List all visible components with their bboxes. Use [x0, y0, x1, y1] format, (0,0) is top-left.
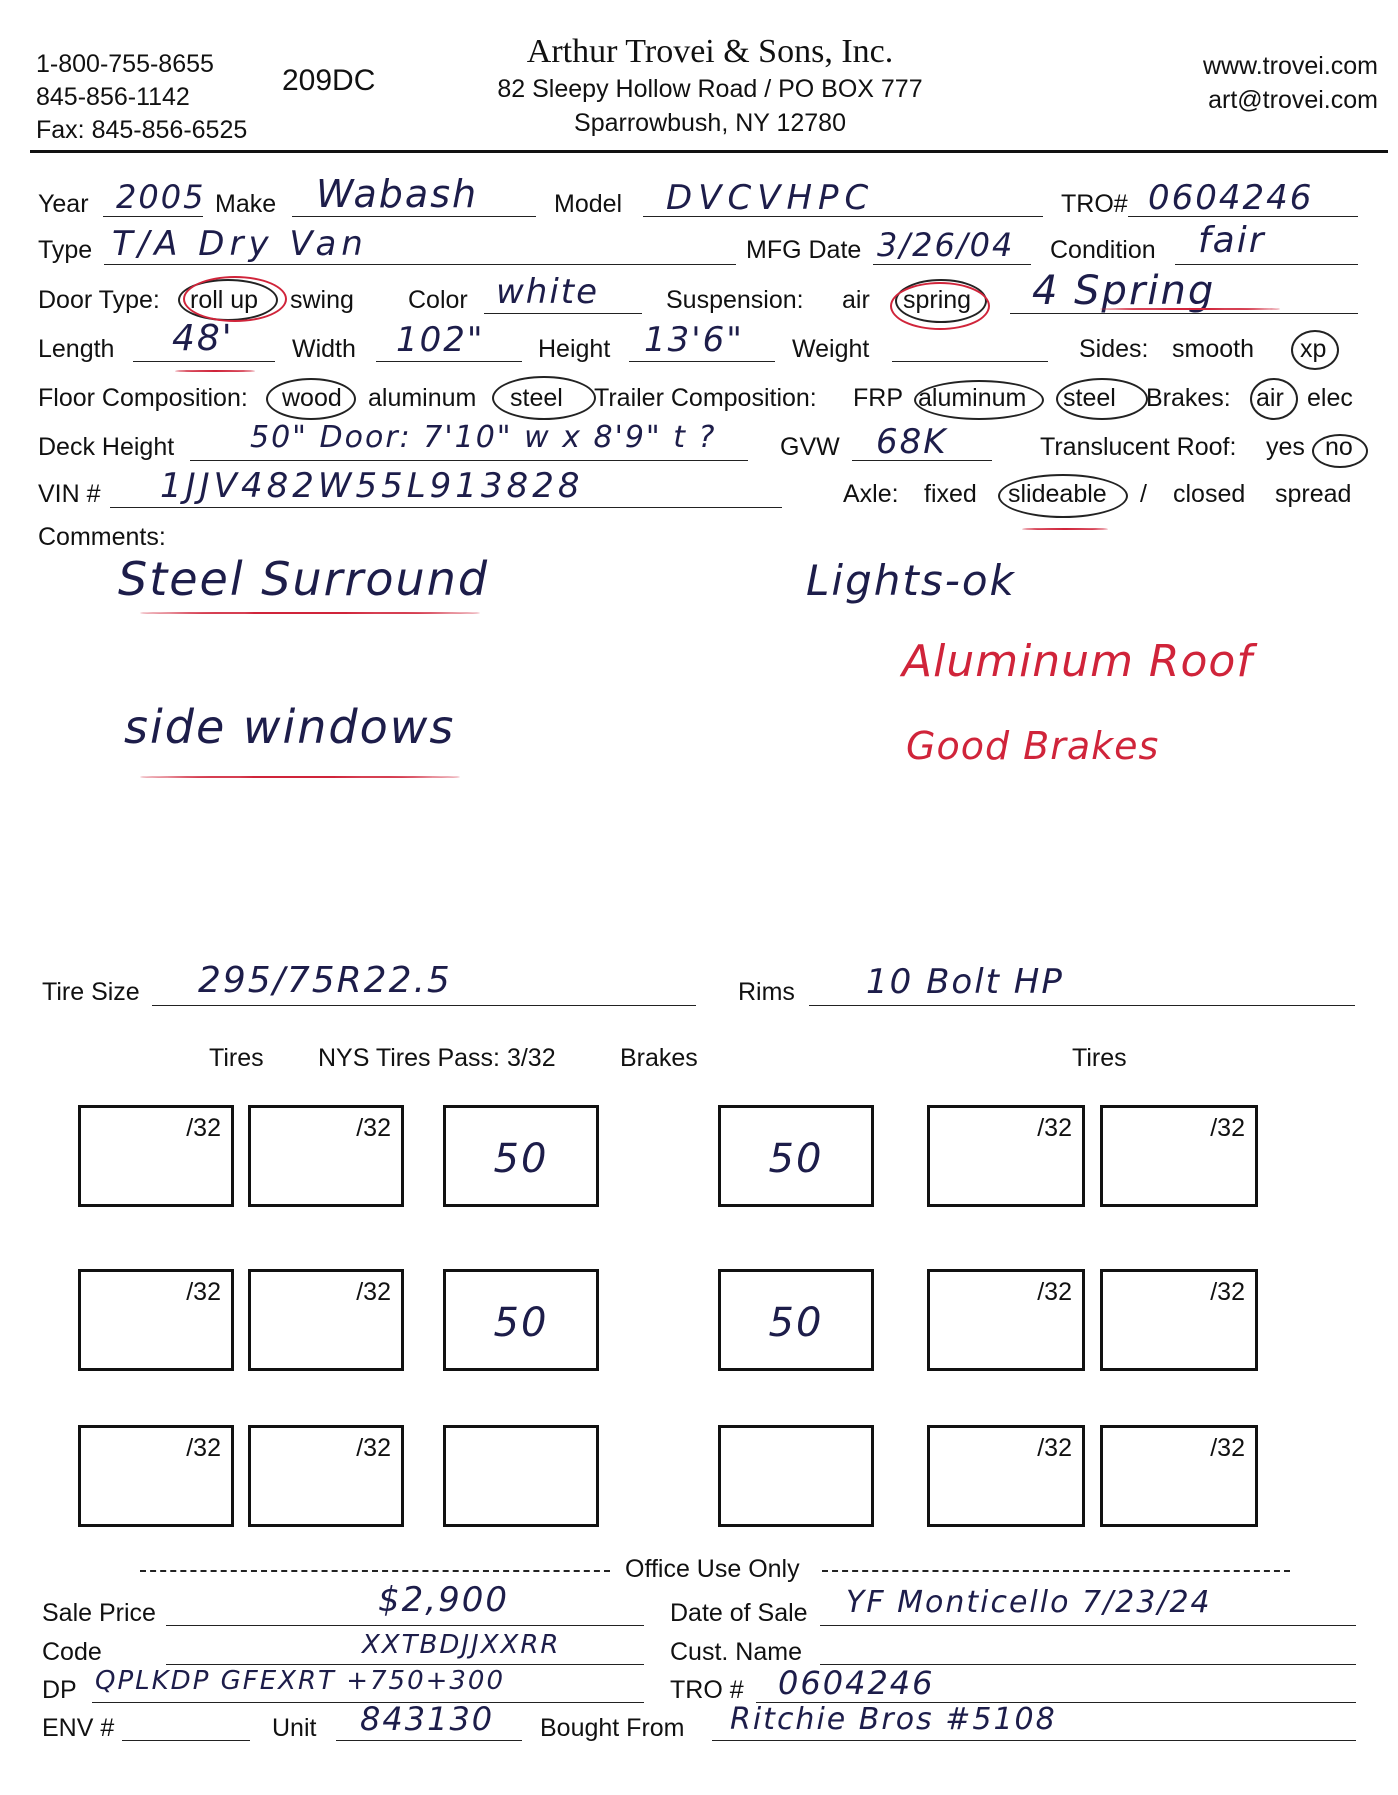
tire-fraction: /32	[186, 1278, 221, 1306]
circle-no	[1312, 434, 1368, 468]
label-suspension: Suspension:	[666, 286, 804, 314]
tire-fraction: /32	[356, 1278, 391, 1306]
circle-trailer-steel	[1056, 378, 1148, 420]
label-width: Width	[292, 335, 356, 363]
header-brakes: Brakes	[620, 1044, 698, 1072]
circle-trailer-aluminum	[914, 380, 1044, 420]
comment-good-brakes[interactable]: Good Brakes	[906, 724, 1160, 768]
circle-brakes-air	[1250, 378, 1298, 420]
label-tro: TRO#	[1061, 190, 1128, 218]
label-model: Model	[554, 190, 623, 218]
sale-price-line	[166, 1625, 644, 1626]
option-slideable[interactable]: slideable	[1008, 480, 1107, 508]
label-vin: VIN #	[38, 480, 101, 508]
brake-value: 50	[768, 1136, 824, 1182]
option-trailer-steel[interactable]: steel	[1063, 384, 1116, 412]
vin-line	[110, 507, 782, 508]
tire-fraction: /32	[186, 1434, 221, 1462]
brake-box[interactable]	[443, 1269, 599, 1371]
value-dp[interactable]: QPLKDP GFEXRT +750+300	[95, 1666, 506, 1696]
value-model[interactable]: DVCVHPC	[666, 178, 875, 218]
condition-line	[1175, 264, 1358, 265]
address-line-2: Sparrowbush, NY 12780	[574, 109, 846, 137]
value-tire-size[interactable]: 295/75R22.5	[198, 960, 452, 1001]
label-condition: Condition	[1050, 236, 1156, 264]
label-bought-from: Bought From	[540, 1714, 685, 1742]
tire-fraction: /32	[186, 1114, 221, 1142]
brake-value: 50	[493, 1136, 549, 1182]
tire-fraction: /32	[1037, 1114, 1072, 1142]
make-line	[292, 216, 536, 217]
value-height[interactable]: 13'6"	[644, 320, 744, 360]
label-type: Type	[38, 236, 93, 264]
value-make[interactable]: Wabash	[316, 172, 479, 216]
label-floor: Floor Composition:	[38, 384, 248, 412]
value-tro[interactable]: 0604246	[1148, 178, 1314, 218]
label-weight: Weight	[792, 335, 870, 363]
tire-box[interactable]	[1100, 1105, 1258, 1207]
color-line	[484, 313, 642, 314]
value-code[interactable]: XXTBDJJXXRR	[362, 1630, 561, 1660]
office-dash-right	[822, 1570, 1290, 1572]
comment-aluminum-roof[interactable]: Aluminum Roof	[902, 636, 1253, 687]
label-sale-price: Sale Price	[42, 1599, 156, 1627]
value-condition[interactable]: fair	[1198, 220, 1266, 261]
red-underline-length	[175, 370, 255, 372]
option-spring[interactable]: spring	[903, 286, 972, 314]
value-suspension-note[interactable]: 4 Spring	[1032, 268, 1216, 314]
value-date-of-sale[interactable]: YF Monticello 7/23/24	[846, 1585, 1212, 1620]
tire-box[interactable]	[78, 1269, 234, 1371]
red-underline-comment-1	[140, 612, 480, 614]
tire-size-line	[152, 1005, 696, 1006]
label-deck-height: Deck Height	[38, 433, 175, 461]
red-underline-slideable	[1022, 528, 1108, 530]
option-frp[interactable]: FRP	[853, 384, 903, 412]
office-use-only: Office Use Only	[625, 1555, 800, 1583]
tire-box[interactable]	[927, 1269, 1085, 1371]
deck-height-line	[190, 460, 748, 461]
brake-box[interactable]	[443, 1105, 599, 1207]
header-nys: NYS Tires Pass: 3/32	[318, 1044, 556, 1072]
height-line	[629, 361, 775, 362]
red-circle-roll-up	[183, 276, 287, 322]
office-dash-left	[140, 1570, 610, 1572]
option-brakes-elec[interactable]: elec	[1307, 384, 1353, 412]
label-date-of-sale: Date of Sale	[670, 1599, 808, 1627]
label-axle: Axle:	[843, 480, 899, 508]
tire-box[interactable]	[248, 1425, 404, 1527]
label-sides: Sides:	[1079, 335, 1149, 363]
value-gvw[interactable]: 68K	[876, 422, 948, 462]
option-smooth[interactable]: smooth	[1172, 335, 1254, 363]
value-color[interactable]: white	[496, 272, 600, 312]
option-xp[interactable]: xp	[1300, 335, 1327, 363]
option-brakes-air[interactable]: air	[1256, 384, 1284, 412]
tire-fraction: /32	[356, 1434, 391, 1462]
label-gvw: GVW	[780, 433, 840, 461]
label-mfg-date: MFG Date	[746, 236, 862, 264]
brake-box[interactable]	[443, 1425, 599, 1527]
rims-line	[809, 1005, 1355, 1006]
tire-box[interactable]	[78, 1105, 234, 1207]
value-vin[interactable]: 1JJV482W55L913828	[160, 466, 584, 506]
tire-fraction: /32	[1037, 1278, 1072, 1306]
tire-fraction: /32	[1210, 1434, 1245, 1462]
option-spread[interactable]: spread	[1275, 480, 1352, 508]
tire-fraction: /32	[1037, 1434, 1072, 1462]
label-tro-2: TRO #	[670, 1676, 744, 1704]
form-code: 209DC	[282, 64, 376, 97]
fax: Fax: 845-856-6525	[36, 116, 248, 144]
label-year: Year	[38, 190, 89, 218]
label-make: Make	[215, 190, 277, 218]
env-line	[122, 1740, 250, 1741]
tire-box[interactable]	[1100, 1425, 1258, 1527]
tire-box[interactable]	[927, 1105, 1085, 1207]
value-deck-height[interactable]: 50" Door: 7'10" w x 8'9" t ?	[250, 420, 717, 455]
tire-box[interactable]	[1100, 1269, 1258, 1371]
brake-box[interactable]	[718, 1269, 874, 1371]
header-tires-left: Tires	[209, 1044, 264, 1072]
brake-box[interactable]	[718, 1105, 874, 1207]
tire-fraction: /32	[1210, 1114, 1245, 1142]
option-closed[interactable]: closed	[1173, 480, 1246, 508]
value-sale-price[interactable]: $2,900	[378, 1580, 509, 1620]
label-height: Height	[538, 335, 611, 363]
circle-wood	[266, 378, 356, 420]
value-tro-2[interactable]: 0604246	[778, 1664, 935, 1702]
comment-side-windows[interactable]: side windows	[124, 700, 456, 754]
red-circle-spring	[890, 282, 990, 330]
header-tires-right: Tires	[1072, 1044, 1127, 1072]
tire-fraction: /32	[1210, 1278, 1245, 1306]
comment-steel-surround[interactable]: Steel Surround	[118, 552, 490, 606]
label-comments: Comments:	[38, 523, 166, 551]
value-width[interactable]: 102"	[396, 320, 485, 360]
tire-fraction: /32	[356, 1114, 391, 1142]
option-air[interactable]: air	[842, 286, 870, 314]
value-length[interactable]: 48'	[172, 318, 234, 359]
brake-value: 50	[493, 1300, 549, 1346]
value-mfg-date[interactable]: 3/26/04	[877, 226, 1015, 264]
value-year[interactable]: 2005	[116, 178, 206, 216]
website: www.trovei.com	[1202, 52, 1378, 80]
label-dp: DP	[42, 1676, 77, 1704]
value-bought-from[interactable]: Ritchie Bros #5108	[730, 1702, 1057, 1737]
label-env: ENV #	[42, 1714, 115, 1742]
label-rims: Rims	[738, 978, 795, 1006]
width-line	[376, 361, 522, 362]
red-underline-comment-2	[140, 776, 460, 778]
option-roll-up[interactable]: roll up	[190, 286, 259, 314]
label-door-type: Door Type:	[38, 286, 160, 314]
option-floor-aluminum[interactable]: aluminum	[368, 384, 477, 412]
circle-floor-steel	[492, 376, 596, 420]
date-of-sale-line	[820, 1625, 1356, 1626]
length-line	[133, 361, 275, 362]
option-no[interactable]: no	[1325, 433, 1353, 461]
brake-box[interactable]	[718, 1425, 874, 1527]
brake-value: 50	[768, 1300, 824, 1346]
tire-box[interactable]	[927, 1425, 1085, 1527]
label-trailer-comp: Trailer Composition:	[594, 384, 817, 412]
option-swing[interactable]: swing	[290, 286, 354, 314]
label-brakes: Brakes:	[1146, 384, 1231, 412]
value-type[interactable]: T/A Dry Van	[112, 224, 368, 264]
red-underline-spring	[1100, 308, 1280, 310]
option-floor-steel[interactable]: steel	[510, 384, 563, 412]
axle-slash: /	[1140, 480, 1147, 508]
phone-1: 1-800-755-8655	[36, 50, 214, 78]
circle-xp	[1291, 330, 1339, 370]
year-line	[103, 216, 203, 217]
label-tire-size: Tire Size	[42, 978, 140, 1006]
company-name: Arthur Trovei & Sons, Inc.	[526, 33, 894, 70]
option-trailer-aluminum[interactable]: aluminum	[918, 384, 1027, 412]
option-floor-wood[interactable]: wood	[282, 384, 342, 412]
value-unit[interactable]: 843130	[360, 1700, 495, 1738]
label-length: Length	[38, 335, 115, 363]
label-unit: Unit	[272, 1714, 317, 1742]
label-cust-name: Cust. Name	[670, 1638, 802, 1666]
type-line	[104, 264, 736, 265]
tire-box[interactable]	[248, 1105, 404, 1207]
weight-line	[892, 361, 1048, 362]
email: art@trovei.com	[1208, 86, 1378, 114]
label-color: Color	[408, 286, 468, 314]
phone-2: 845-856-1142	[36, 83, 190, 111]
value-rims[interactable]: 10 Bolt HP	[866, 962, 1064, 1002]
option-fixed[interactable]: fixed	[924, 480, 977, 508]
address-line-1: 82 Sleepy Hollow Road / PO BOX 777	[497, 75, 923, 103]
bought-from-line	[712, 1740, 1356, 1741]
code-line	[166, 1664, 644, 1665]
option-yes[interactable]: yes	[1266, 433, 1305, 461]
tire-box[interactable]	[78, 1425, 234, 1527]
tire-box[interactable]	[248, 1269, 404, 1371]
label-code: Code	[42, 1638, 102, 1666]
circle-slideable	[998, 474, 1128, 518]
label-translucent: Translucent Roof:	[1040, 433, 1237, 461]
comment-lights-ok[interactable]: Lights-ok	[806, 556, 1016, 605]
header-rule	[30, 150, 1388, 153]
mfg-date-line	[873, 264, 1031, 265]
unit-line	[336, 1740, 522, 1741]
